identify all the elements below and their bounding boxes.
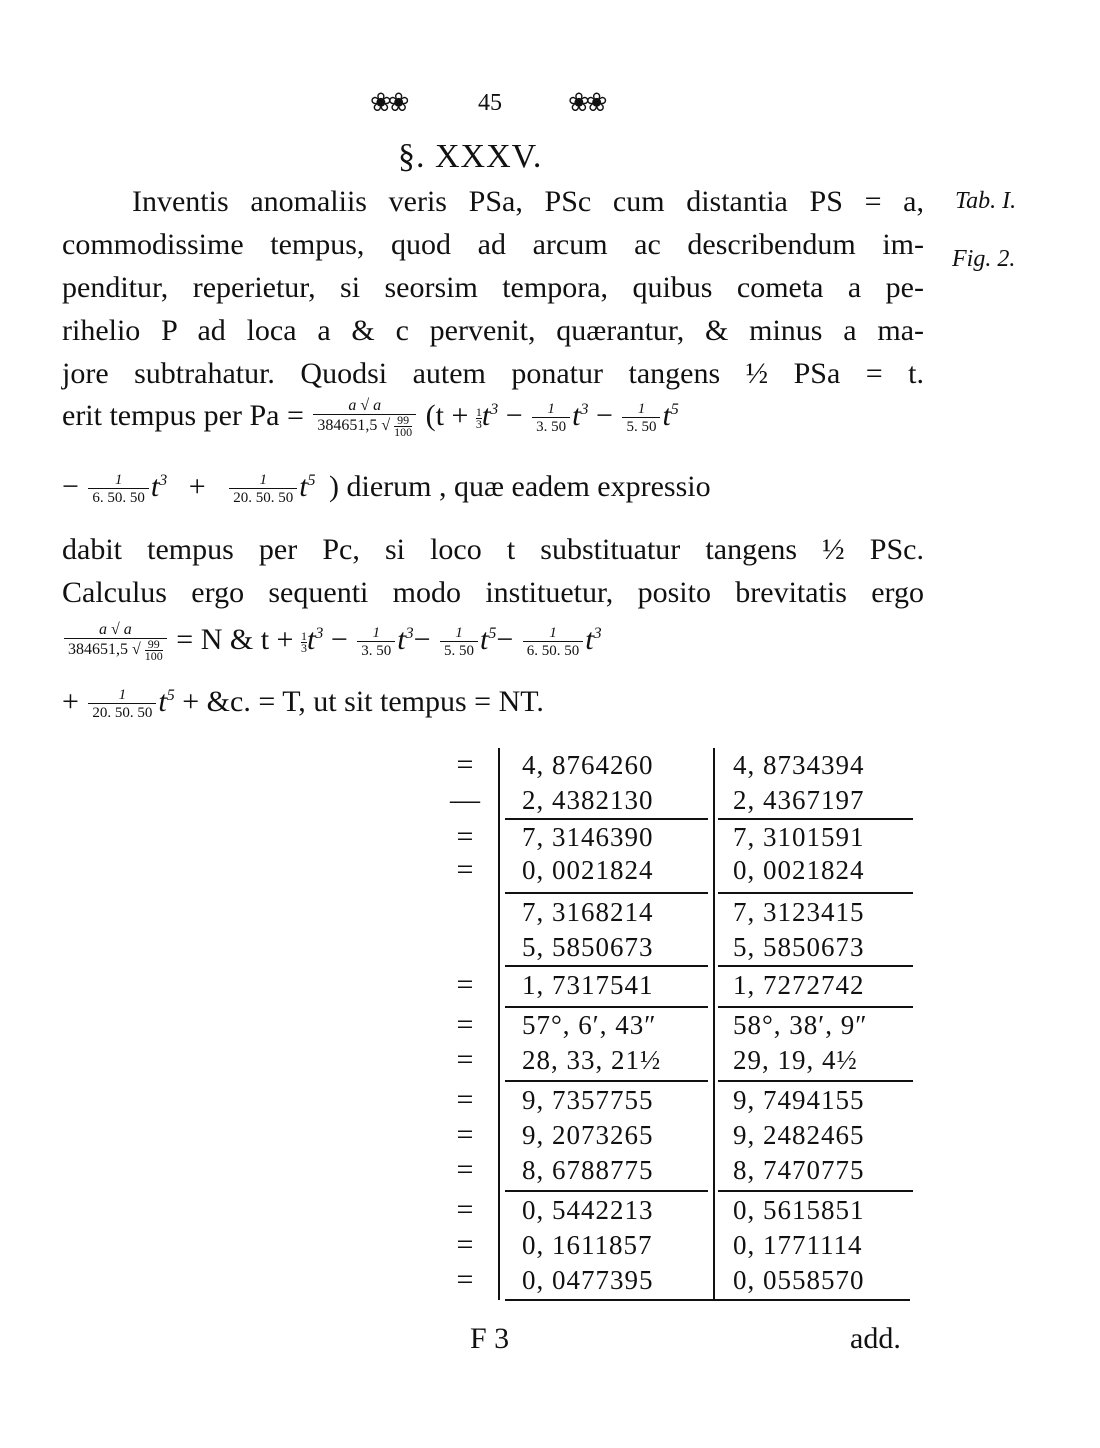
paragraph-line: commodissime tempus, quod ad arcum ac describendum im- bbox=[62, 228, 924, 261]
sum-rule bbox=[718, 1080, 913, 1082]
table-row-equals: = bbox=[456, 968, 474, 1001]
table-cell-comet-c: 0, 1771114 bbox=[733, 1230, 863, 1260]
formula-definition-t: + $\frac{1}{20. 50. 50}$ $t^5$ + &c. = T, ut sit tempus = NT. bbox=[62, 685, 544, 721]
table-bottom-rule bbox=[505, 1299, 910, 1301]
ornament-right-icon: ❀❀ bbox=[568, 88, 604, 118]
page-number: 45 bbox=[478, 90, 502, 116]
sum-rule bbox=[718, 818, 913, 820]
table-cell-comet-c: 5, 5850673 bbox=[733, 932, 865, 962]
table-cell-comet-a: 0, 0477395 bbox=[522, 1265, 654, 1295]
table-cell-comet-a: 1, 7317541 bbox=[522, 970, 654, 1000]
table-cell-comet-a: 5, 5850673 bbox=[522, 932, 654, 962]
table-cell-comet-a: 7, 3168214 bbox=[522, 897, 654, 927]
table-cell-comet-c: 2, 4367197 bbox=[733, 785, 865, 815]
table-row-equals: = bbox=[456, 1193, 474, 1226]
table-cell-comet-c: 1, 7272742 bbox=[733, 970, 865, 1000]
table-row-equals: — bbox=[450, 783, 480, 816]
table-cell-comet-c: 4, 8734394 bbox=[733, 750, 865, 780]
table-cell-comet-c: 0, 0021824 bbox=[733, 855, 865, 885]
catchword: add. bbox=[850, 1322, 901, 1355]
formula-time-pa: erit tempus per Pa = a √ a 384651,5 √ $\frac{99}{100}$ (t + $\frac{1}{3}$ $t^3$ − $\frac{1}{3. 50}$ $t^3$ − $\frac{1}{5. 50}$ $t^5$ bbox=[62, 397, 679, 439]
sum-rule bbox=[505, 1006, 708, 1008]
paragraph-line: dabit tempus per Pc, si loco t substituatur tangens ½ PSc. bbox=[62, 533, 924, 566]
formula-lead: erit tempus per Pa = bbox=[62, 398, 304, 432]
table-row-equals: = bbox=[456, 853, 474, 886]
table-row-equals: = bbox=[456, 1153, 474, 1186]
sum-rule bbox=[718, 1190, 913, 1192]
table-cell-comet-a: 2, 4382130 bbox=[522, 785, 654, 815]
margin-note-fig: Fig. 2. bbox=[952, 246, 1016, 272]
table-cell-comet-c: 0, 0558570 bbox=[733, 1265, 865, 1295]
table-cell-comet-a: 0, 5442213 bbox=[522, 1195, 654, 1225]
margin-note-tab: Tab. I. bbox=[955, 188, 1017, 214]
signature-mark: F 3 bbox=[470, 1322, 510, 1355]
table-cell-comet-a: 9, 2073265 bbox=[522, 1120, 654, 1150]
table-cell-comet-c: 9, 2482465 bbox=[733, 1120, 865, 1150]
table-cell-comet-a: 0, 0021824 bbox=[522, 855, 654, 885]
fraction-term: $\frac{1}{3. 50}$ bbox=[532, 401, 570, 436]
paragraph-line: rihelio P ad loca a & c pervenit, quærantur, & minus a ma- bbox=[62, 314, 924, 347]
table-row-equals: = bbox=[456, 748, 474, 781]
fraction-term: $\frac{1}{5. 50}$ bbox=[622, 401, 660, 436]
sum-rule bbox=[718, 1006, 913, 1008]
table-cell-comet-a: 8, 6788775 bbox=[522, 1155, 654, 1185]
table-cell-comet-c: 8, 7470775 bbox=[733, 1155, 865, 1185]
table-cell-comet-c: 7, 3123415 bbox=[733, 897, 865, 927]
sum-rule bbox=[505, 818, 708, 820]
paragraph-line: penditur, reperietur, si seorsim tempora, quibus cometa a pe- bbox=[62, 271, 924, 304]
paragraph-2 bbox=[62, 528, 924, 618]
sum-rule bbox=[505, 965, 708, 967]
table-cell-comet-a: 0, 1611857 bbox=[522, 1230, 653, 1260]
table-row-equals: = bbox=[456, 1008, 474, 1041]
table-row-equals: = bbox=[456, 1043, 474, 1076]
table-cell-comet-a: 9, 7357755 bbox=[522, 1085, 654, 1115]
table-cell-comet-c: 9, 7494155 bbox=[733, 1085, 865, 1115]
formula-definition-n: a √ a 384651,5 √ $\frac{99}{100}$ = N & t + $\frac{1}{3}$ $t^3$ − $\frac{1}{3. 50}$ $t^3-$ $\frac{1}{5. 50}$ $t^5-$ $\frac{1}{6. 50. 50}$ $t^3$ bbox=[62, 622, 602, 662]
sum-rule bbox=[505, 1080, 708, 1082]
table-cell-comet-a: 28, 33, 21½ bbox=[522, 1045, 662, 1075]
sum-rule bbox=[505, 892, 708, 894]
table-cell-comet-a: 7, 3146390 bbox=[522, 822, 654, 852]
paragraph-line: Inventis anomaliis veris PSa, PSc cum distantia PS = a, bbox=[132, 185, 924, 218]
running-head bbox=[370, 86, 630, 126]
table-cell-comet-a: 57°, 6′, 43″ bbox=[522, 1010, 657, 1040]
table-cell-comet-c: 29, 19, 4½ bbox=[733, 1045, 858, 1075]
paragraph bbox=[62, 180, 924, 400]
formula-continuation: − $\frac{1}{6. 50. 50}$ $t^3$ + $\frac{1}{20. 50. 50}$ $t^5$ ) dierum , quæ eadem expressio bbox=[62, 470, 711, 506]
table-cell-comet-c: 58°, 38′, 9″ bbox=[733, 1010, 868, 1040]
table-divider-left bbox=[498, 748, 500, 1300]
table-cell-comet-a: 4, 8764260 bbox=[522, 750, 654, 780]
sum-rule bbox=[718, 965, 913, 967]
sum-rule bbox=[505, 1190, 708, 1192]
table-row-equals: = bbox=[456, 1083, 474, 1116]
paragraph-line: jore subtrahatur. Quodsi autem ponatur tangens ½ PSa = t. bbox=[62, 357, 924, 390]
section-title: §. XXXV. bbox=[398, 138, 543, 175]
table-row-equals: = bbox=[456, 1118, 474, 1151]
root-fraction: $\frac{99}{100}$ bbox=[394, 413, 413, 439]
table-divider-middle bbox=[713, 748, 715, 1300]
sum-rule bbox=[718, 892, 913, 894]
ornament-left-icon: ❀❀ bbox=[370, 88, 406, 118]
table-cell-comet-c: 7, 3101591 bbox=[733, 822, 865, 852]
table-cell-comet-c: 0, 5615851 bbox=[733, 1195, 865, 1225]
table-row-equals: = bbox=[456, 820, 474, 853]
paragraph-line: Calculus ergo sequenti modo instituetur, posito brevitatis ergo bbox=[62, 576, 924, 609]
table-row-equals: = bbox=[456, 1263, 474, 1296]
table-row-equals: = bbox=[456, 1228, 474, 1261]
fraction-main: a √ a 384651,5 √ $\frac{99}{100}$ bbox=[313, 398, 416, 438]
